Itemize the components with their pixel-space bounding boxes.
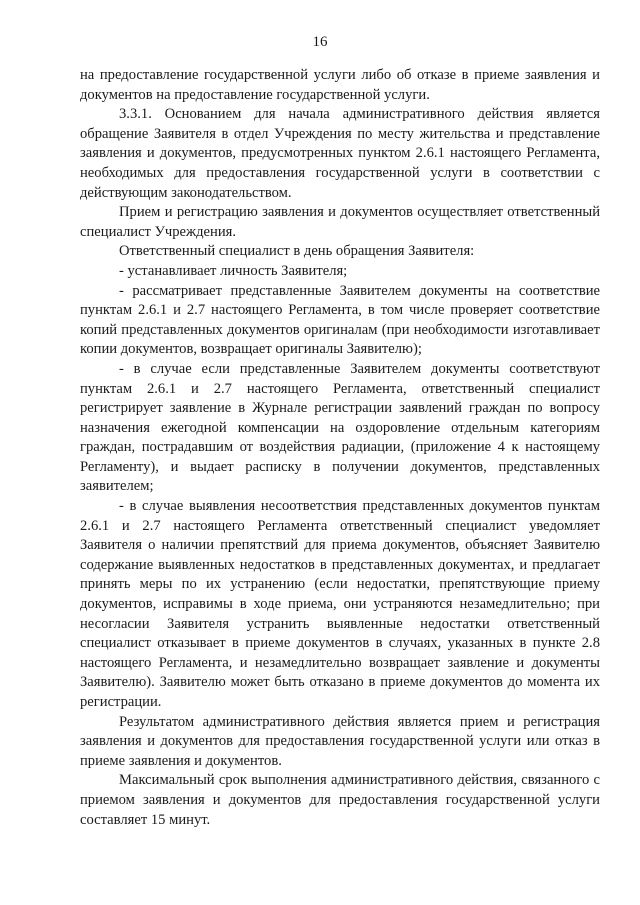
- paragraph-max-time: Максимальный срок выполнения административного действия, связанного с приемом заявления и документов для предоставления государственной услуги составляет 15 минут.: [80, 772, 600, 828]
- paragraph-result: Результатом административного действия является прием и регистрация заявления и документов для предоставления государственной услуги или отказ в приеме заявления и документов.: [80, 713, 600, 769]
- list-item-mismatch: - в случае выявления несоответствия представленных документов пунктам 2.6.1 и 2.7 настоящего Регламента ответственный специалист уведомляет Заявителя о наличии препятствий для приема документов, объясняет Заявителю содержание выявленных недостатков в представленных документах, и предлагает принять меры по их устранению (если недостатки, препятствующие приему документов, исправимы в ходе приема, они устраняются незамедлительно; при несогласии Заявителя устранить выявленные недостатки ответственный специалист отказывает в приеме документов в случаях, указанных в пункте 2.8 настоящего Регламента, и незамедлительно возвращает заявление и документы Заявителю). Заявителю может быть отказано в приеме документов до момента их регистрации.: [80, 498, 600, 710]
- page-number: 16: [312, 34, 328, 50]
- list-item-review: - рассматривает представленные Заявителем документы на соответствие пунктам 2.6.1 и 2.7 настоящего Регламента, в том числе проверяет соответствие копий представленных документов оригиналам (при необходимости изготавливает копии документов, возвращает оригиналы Заявителю);: [80, 282, 600, 358]
- paragraph-3-3-1: 3.3.1. Основанием для начала административного действия является обращение Заявителя в отдел Учреждения по месту жительства и представление заявления и документов, предусмотренных пунктом 2.6.1 настоящего Регламента, необходимых для предоставления государственной услуги в соответствии с действующим законодательством.: [80, 106, 600, 201]
- list-item-registration: - в случае если представленные Заявителем документы соответствуют пунктам 2.6.1 и 2.7 настоящего Регламента, ответственный специалист регистрирует заявление в Журнале регистрации заявлений граждан по вопросу назначения ежегодной компенсации на оздоровление отдельным категориям граждан, пострадавшим от воздействия радиации, (приложение 4 к настоящему Регламенту), и выдает расписку в получении документов, представленных заявителем;: [80, 360, 600, 495]
- paragraph-specialist-intro: Ответственный специалист в день обращения Заявителя:: [119, 243, 475, 260]
- list-item-identity: - устанавливает личность Заявителя;: [119, 262, 348, 279]
- paragraph-continuation: на предоставление государственной услуги либо об отказе в приеме заявления и документов на предоставление государственной услуги.: [80, 67, 600, 103]
- document-body: [80, 66, 600, 830]
- paragraph-reception: Прием и регистрацию заявления и документов осуществляет ответственный специалист Учреждения.: [80, 204, 600, 240]
